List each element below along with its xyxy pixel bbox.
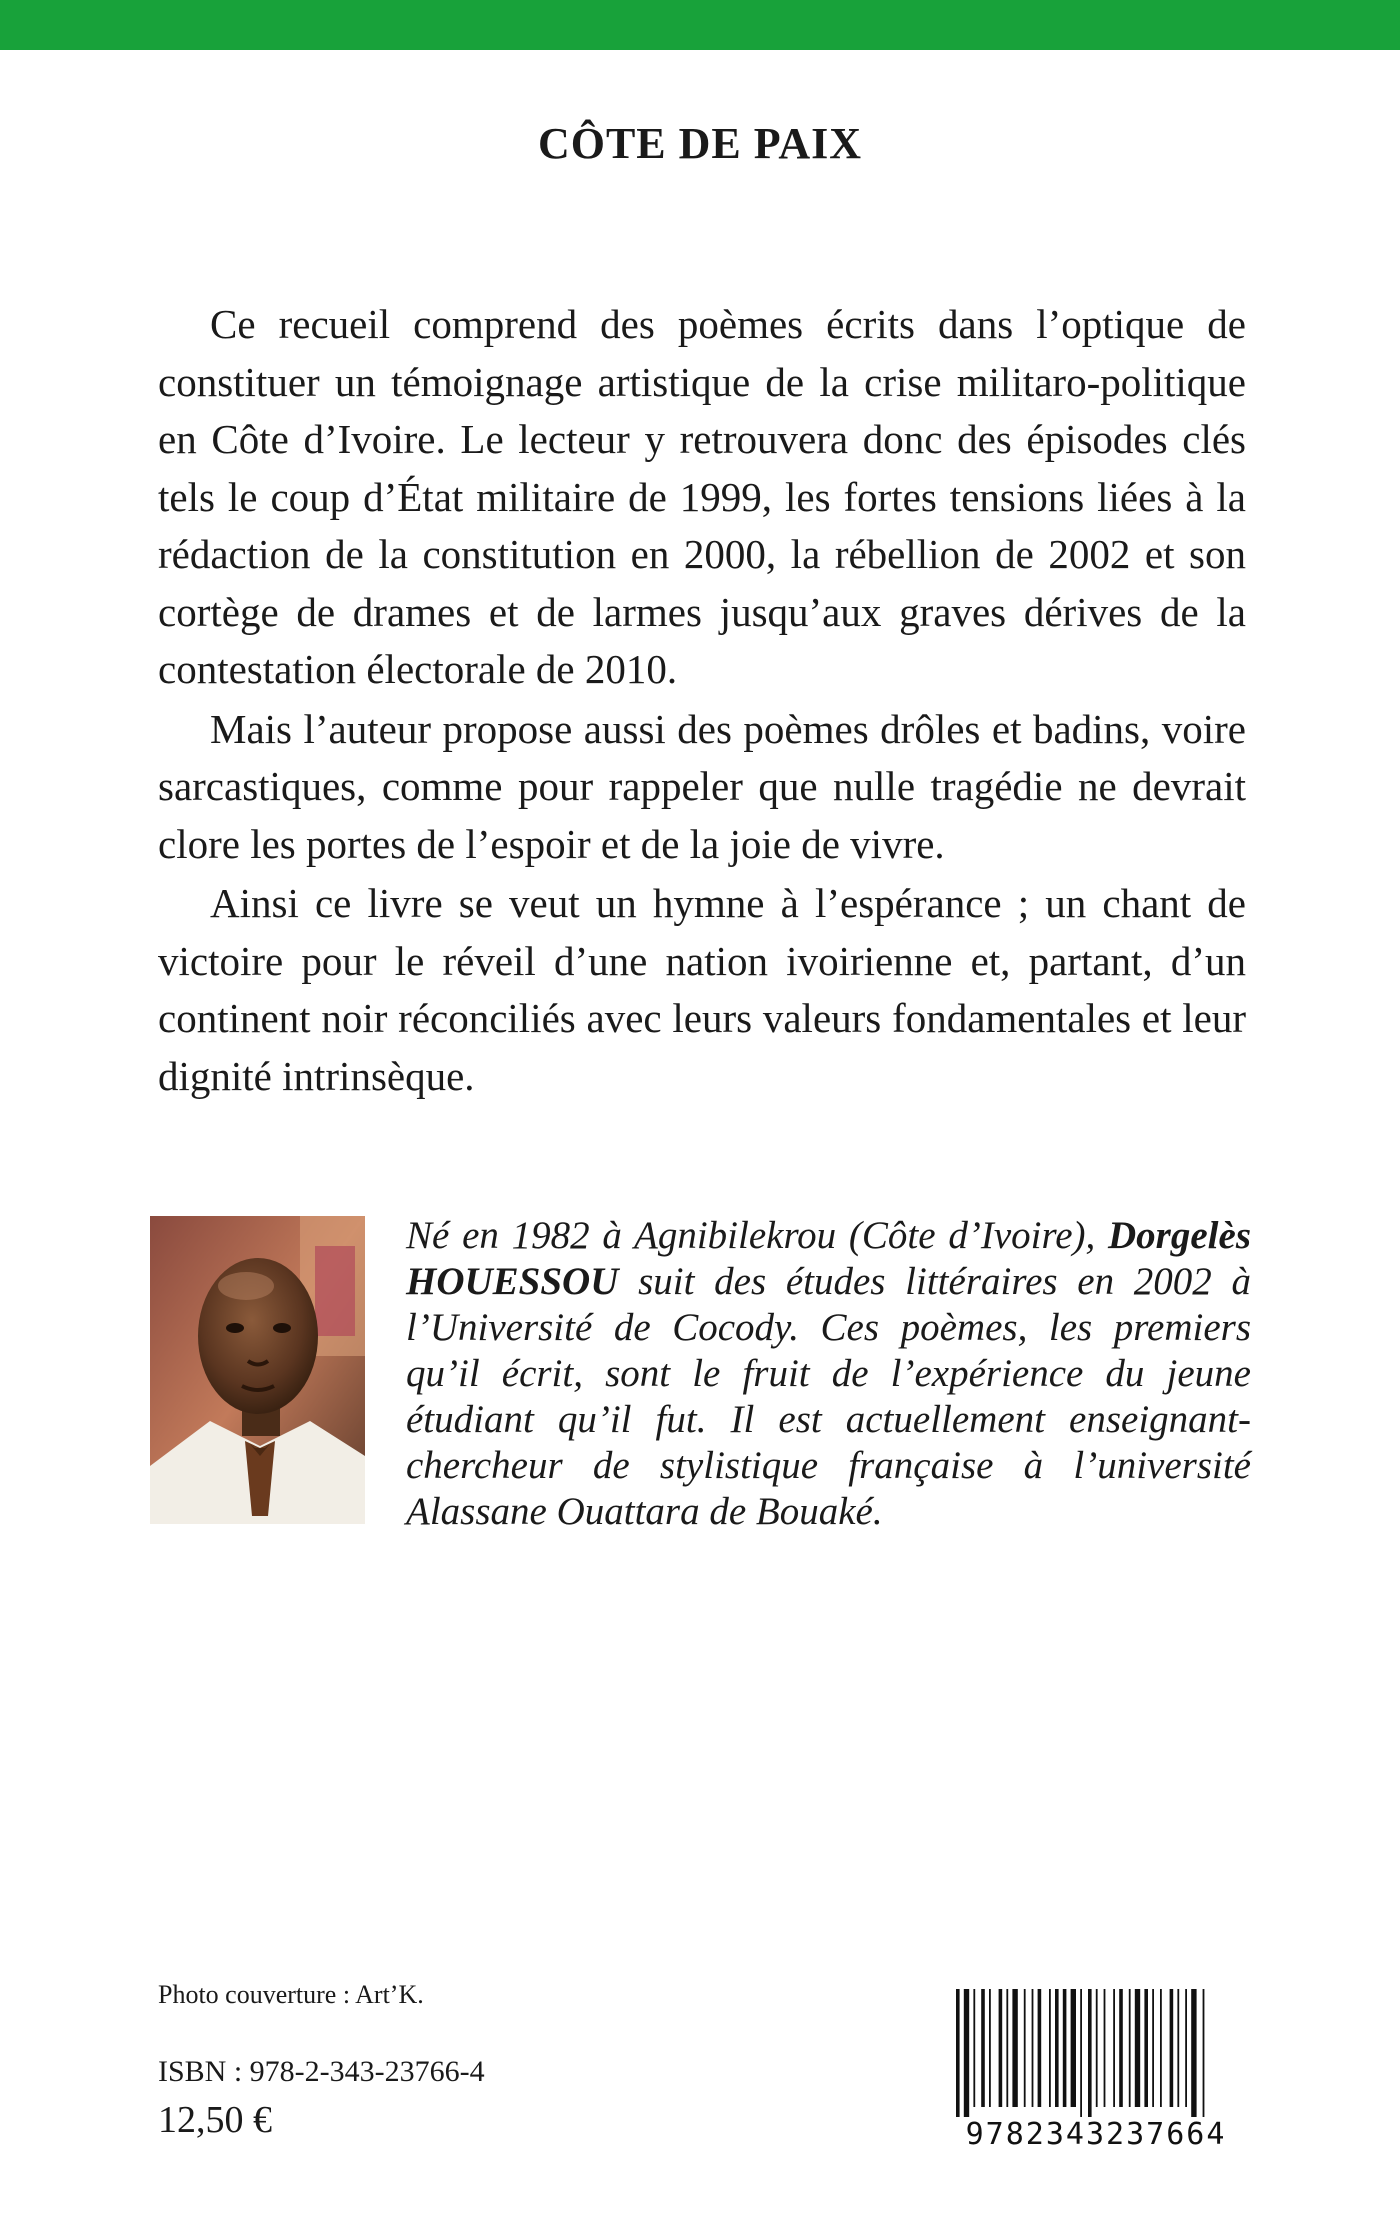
barcode-bar bbox=[973, 1989, 975, 2107]
barcode-bar bbox=[1104, 1989, 1106, 2107]
barcode-bar bbox=[1096, 1989, 1098, 2107]
barcode-bar bbox=[1113, 1989, 1115, 2107]
barcode-digits: 9782343237664 bbox=[965, 2117, 1227, 2152]
barcode-bar bbox=[1012, 1989, 1017, 2107]
barcode-bar bbox=[989, 1989, 991, 2107]
barcode-bar bbox=[964, 1989, 969, 2117]
blurb-paragraph: Ce recueil comprend des poèmes écrits dans l’optique de constituer un témoignage artistique de la crise militaro-politique en Côte d’Ivoire. Le lecteur y retrouvera donc des épisodes clés tels le coup d’État militaire de 1999, les fortes tensions liées à la rédaction de la constitution en 2000, la rébellion de 2002 et son cortège de drames et de larmes jusqu’aux graves dérives de la contestation électorale de 2010. bbox=[158, 301, 1246, 692]
barcode-bar bbox=[1170, 1989, 1174, 2107]
book-title: CÔTE DE PAIX bbox=[537, 119, 863, 168]
barcode-bar bbox=[1185, 1989, 1187, 2107]
barcode-bar bbox=[1152, 1989, 1154, 2107]
barcode-bar bbox=[1032, 1989, 1034, 2107]
barcode-bar bbox=[1080, 1989, 1082, 2117]
isbn: ISBN : 978-2-343-23766-4 bbox=[158, 2055, 485, 2088]
barcode-bar bbox=[981, 1989, 985, 2107]
barcode-bar bbox=[956, 1989, 960, 2117]
blurb-paragraph: Ainsi ce livre se veut un hymne à l’espérance ; un chant de victoire pour le réveil d’une nation ivoirienne et, partant, d’un continent noir réconciliés avec leurs valeurs fondamentales et leur dignité intrinsèque. bbox=[158, 880, 1246, 1099]
top-color-band bbox=[0, 0, 1400, 50]
barcode-bar bbox=[1055, 1989, 1059, 2107]
author-name: Dorgelès HOUESSOU bbox=[406, 1214, 1251, 1303]
barcode-bar bbox=[1129, 1989, 1131, 2107]
barcode-bar bbox=[1160, 1989, 1162, 2107]
barcode-bar bbox=[1038, 1989, 1042, 2107]
barcode-bar bbox=[1063, 1989, 1067, 2107]
barcode-bar bbox=[1024, 1989, 1026, 2107]
price: 12,50 € bbox=[158, 2099, 272, 2141]
barcode-bar bbox=[1191, 1989, 1196, 2117]
barcode-bar bbox=[1088, 1989, 1092, 2117]
barcode-bar bbox=[1144, 1989, 1148, 2107]
barcode-bar bbox=[1006, 1989, 1008, 2107]
barcode-bar bbox=[999, 1989, 1003, 2107]
blurb-paragraph: Mais l’auteur propose aussi des poèmes drôles et badins, voire sarcastiques, comme pour rappeler que nulle tragédie ne devrait clore les portes de l’espoir et de la joie de vivre. bbox=[158, 705, 1246, 867]
barcode-bar bbox=[1119, 1989, 1123, 2107]
bio-body: suit des études littéraires en 2002 à l’Université de Cocody. Ces poèmes, les premiers qu’il écrit, sont le fruit de l’expérience du jeune étudiant qu’il fut. Il est actuellement enseignant-chercheur de stylistique française à l’université Alassane Ouattara de Bouaké. bbox=[406, 1260, 1251, 1533]
author-bio bbox=[406, 1213, 1251, 1535]
barcode-bar bbox=[1049, 1989, 1051, 2107]
book-blurb bbox=[158, 296, 1246, 1107]
barcode-bar bbox=[1071, 1989, 1076, 2107]
barcode-bar bbox=[1135, 1989, 1140, 2107]
bio-intro: Né en 1982 à Agnibilekrou (Côte d’Ivoire), bbox=[406, 1214, 1109, 1257]
photo-credit: Photo couverture : Art’K. bbox=[158, 1980, 424, 2009]
author-photo bbox=[150, 1216, 365, 1524]
barcode-bar bbox=[1177, 1989, 1179, 2107]
author-portrait-image bbox=[150, 1216, 365, 1524]
barcode-bars bbox=[950, 1985, 1242, 2117]
barcode-bar bbox=[1203, 1989, 1205, 2117]
